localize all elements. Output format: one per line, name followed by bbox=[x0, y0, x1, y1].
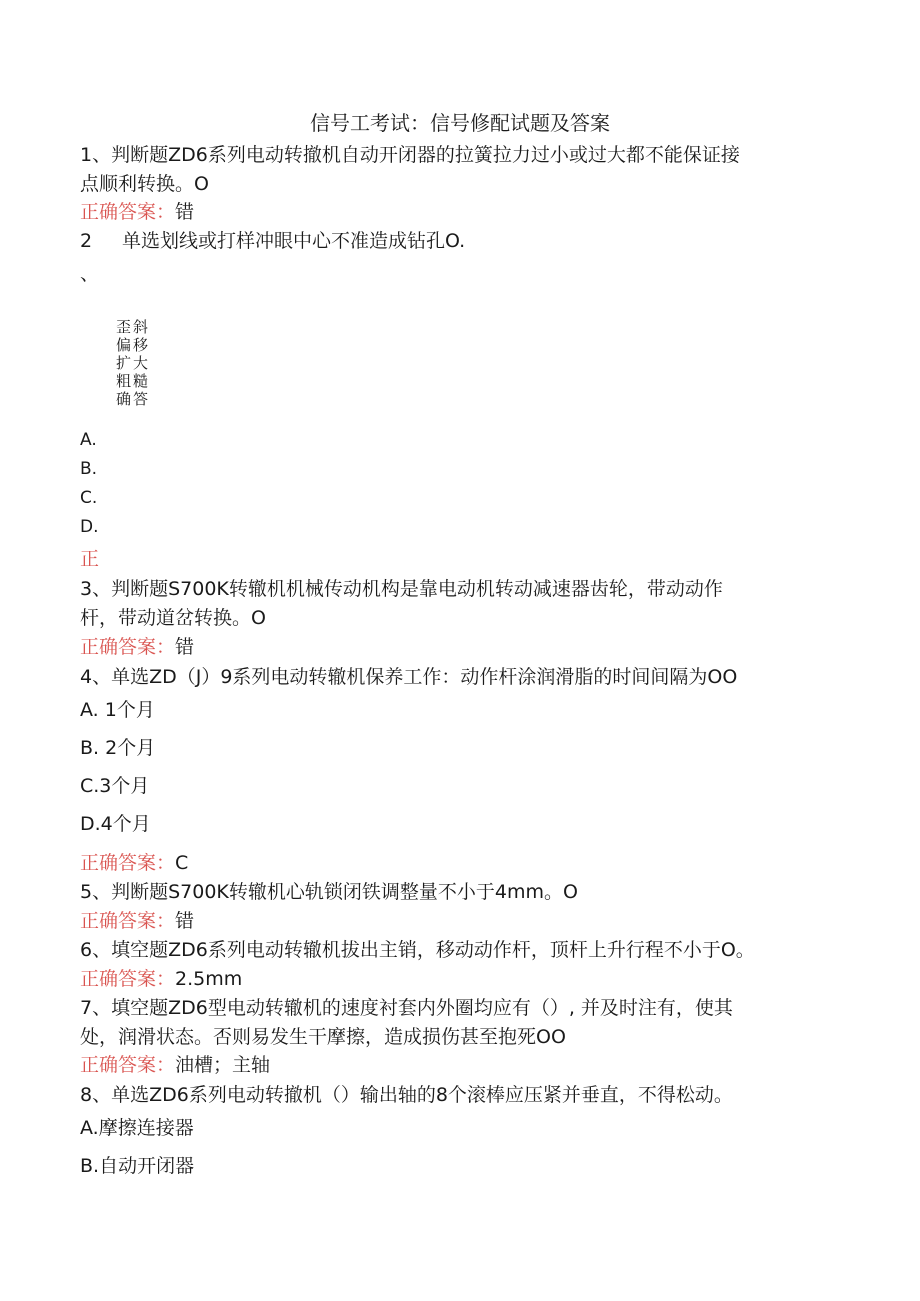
q7-text-line1: 7、填空题ZD6型电动转辙机的速度衬套内外圈均应有（）, 并及时注有，使其 bbox=[80, 997, 733, 1019]
q2-text: 单选划线或打样冲眼中心不准造成钻孔O. bbox=[122, 230, 466, 252]
q6-text: 6、填空题ZD6系列电动转辙机拔出主销，移动动作杆，顶杆上升行程不小于O。 bbox=[80, 939, 755, 961]
q5-text: 5、判断题S700K转辙机心轨锁闭铁调整量不小于4mm。O bbox=[80, 881, 578, 903]
answer-label: 正确答案： bbox=[80, 1054, 176, 1076]
q1-answer bbox=[80, 200, 194, 224]
q7-text-line2: 处，润滑状态。否则易发生干摩擦，造成损伤甚至抱死OO bbox=[80, 1026, 566, 1048]
answer-label: 正确答案： bbox=[80, 968, 176, 990]
q3-answer bbox=[80, 635, 194, 659]
q7-answer-value: 油槽；主轴 bbox=[175, 1054, 271, 1076]
q6-answer bbox=[80, 967, 242, 991]
answer-label: 正确答案： bbox=[80, 636, 176, 658]
answer-label: 正确答案： bbox=[80, 201, 176, 223]
q7-answer bbox=[80, 1053, 270, 1077]
q8-text: 8、单选ZD6系列电动转撤机（）输出轴的8个滚棒应压紧并垂直，不得松动。 bbox=[80, 1084, 733, 1106]
q3-answer-value: 错 bbox=[175, 636, 195, 658]
q2-option-a: A. bbox=[80, 430, 97, 450]
q1-text-line1: 1、判断题ZD6系列电动转撤机自动开闭器的拉簧拉力过小或过大都不能保证接 bbox=[80, 144, 740, 166]
q2-term: 确答 bbox=[116, 390, 151, 408]
q3-text-line1: 3、判断题S700K转辙机机械传动机构是靠电动机转动减速器齿轮，带动动作 bbox=[80, 578, 723, 600]
q2-term: 粗糙 bbox=[116, 372, 151, 390]
q1-answer-value: 错 bbox=[175, 201, 195, 223]
answer-label: 正确答案： bbox=[80, 852, 176, 874]
q4-answer bbox=[80, 851, 188, 875]
q4-text: 4、单选ZD（J）9系列电动转辙机保养工作：动作杆涂润滑脂的时间间隔为OO bbox=[80, 666, 738, 688]
q2-option-b: B. bbox=[80, 459, 98, 479]
q2-term: 歪斜 bbox=[116, 318, 151, 336]
q4-option-a: A. 1个月 bbox=[80, 699, 155, 721]
answer-label: 正确答案： bbox=[80, 910, 176, 932]
q2-separator: 、 bbox=[80, 263, 100, 285]
q5-answer bbox=[80, 909, 194, 933]
q6-answer-value: 2.5mm bbox=[175, 968, 243, 990]
page-title: 信号工考试：信号修配试题及答案 bbox=[310, 111, 610, 135]
q4-option-c: C.3个月 bbox=[80, 775, 150, 797]
q5-answer-value: 错 bbox=[175, 910, 195, 932]
q2-option-c: C. bbox=[80, 488, 98, 508]
q2-number: 2 bbox=[80, 230, 93, 252]
q4-answer-value: C bbox=[175, 852, 189, 874]
q2-vertical-terms bbox=[116, 318, 150, 408]
q4-option-d: D.4个月 bbox=[80, 813, 151, 835]
q2-answer-fragment: 正 bbox=[80, 548, 100, 570]
q8-option-a: A.摩擦连接器 bbox=[80, 1117, 194, 1139]
q8-option-b: B.自动开闭器 bbox=[80, 1155, 195, 1177]
q3-text-line2: 杆，带动道岔转换。O bbox=[80, 607, 266, 629]
q1-text-line2: 点顺利转换。O bbox=[80, 173, 209, 195]
q2-option-d: D. bbox=[80, 517, 99, 537]
q4-option-b: B. 2个月 bbox=[80, 737, 156, 759]
q2-term: 偏移 bbox=[116, 336, 151, 354]
q2-term: 扩大 bbox=[116, 354, 151, 372]
